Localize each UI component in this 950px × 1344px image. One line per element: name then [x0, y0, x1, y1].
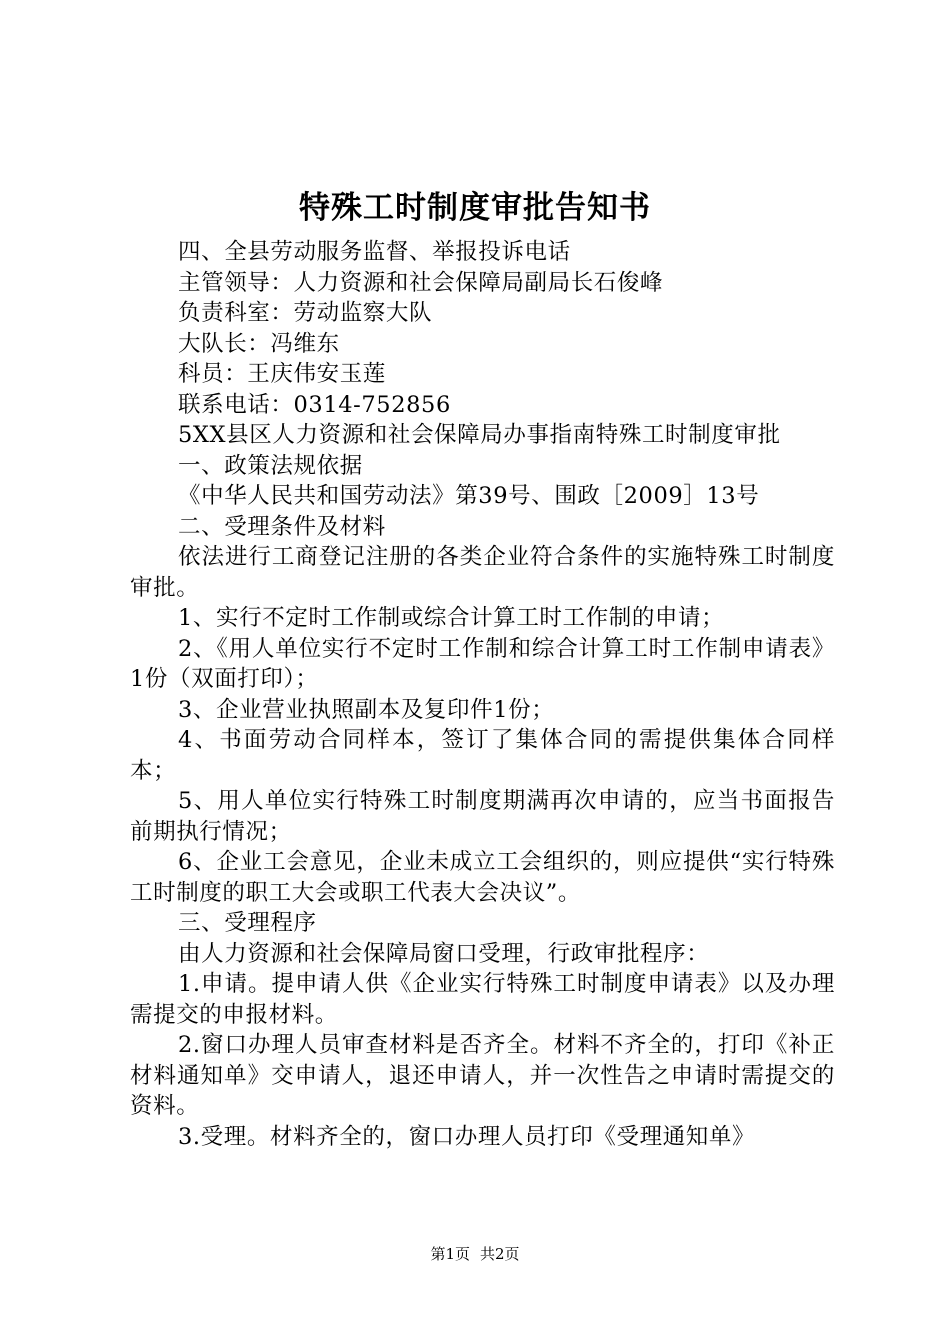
body-paragraph: 依法进行工商登记注册的各类企业符合条件的实施特殊工时制度审批。: [130, 544, 835, 601]
body-paragraph: 联系电话：0314-752856: [178, 391, 451, 418]
body-paragraph: 6、企业工会意见，企业未成立工会组织的，则应提供“实行特殊工时制度的职工大会或职工代表大会决议”。: [130, 849, 835, 906]
body-paragraph: 1.申请。提申请人供《企业实行特殊工时制度申请表》以及办理需提交的申报材料。: [130, 971, 835, 1028]
body-paragraph: 四、全县劳动服务监督、举报投诉电话: [178, 239, 571, 265]
body-paragraph: 1、实行不定时工作制或综合计算工时工作制的申请；: [178, 605, 725, 631]
document-body: [130, 237, 835, 1152]
body-paragraph: 主管领导：人力资源和社会保障局副局长石俊峰: [178, 269, 664, 296]
body-paragraph: 2、《用人单位实行不定时工作制和综合计算工时工作制申请表》1份（双面打印）；: [130, 635, 835, 692]
body-paragraph: 2.窗口办理人员审查材料是否齐全。材料不齐全的，打印《补正材料通知单》交申请人，退还申请人，并一次性告之申请时需提交的资料。: [130, 1032, 835, 1119]
body-paragraph: 由人力资源和社会保障局窗口受理，行政审批程序：: [178, 940, 710, 967]
body-paragraph: 三、受理程序: [178, 910, 317, 936]
body-paragraph: 科员：王庆伟安玉莲: [178, 361, 386, 387]
body-paragraph: 《中华人民共和国劳动法》第39号、围政［2009］13号: [178, 483, 760, 509]
body-paragraph: 4、书面劳动合同样本，签订了集体合同的需提供集体合同样本；: [130, 727, 835, 784]
body-paragraph: 二、受理条件及材料: [178, 513, 386, 540]
page-footer: [0, 1244, 950, 1264]
body-paragraph: 3.受理。材料齐全的，窗口办理人员打印《受理通知单》: [178, 1123, 756, 1150]
page-total: 共2页: [480, 1245, 520, 1263]
body-paragraph: 3、企业营业执照副本及复印件1份；: [178, 696, 555, 723]
body-paragraph: 大队长：冯维东: [178, 330, 340, 357]
body-paragraph: 5、用人单位实行特殊工时制度期满再次申请的，应当书面报告前期执行情况；: [130, 788, 835, 845]
body-paragraph: 5XX县区人力资源和社会保障局办事指南特殊工时制度审批: [178, 422, 781, 448]
body-paragraph: 负责科室：劳动监察大队: [178, 300, 433, 326]
page-number: 第1页: [430, 1245, 470, 1263]
body-paragraph: 一、政策法规依据: [178, 452, 363, 479]
document-title: 特殊工时制度审批告知书: [299, 190, 651, 226]
